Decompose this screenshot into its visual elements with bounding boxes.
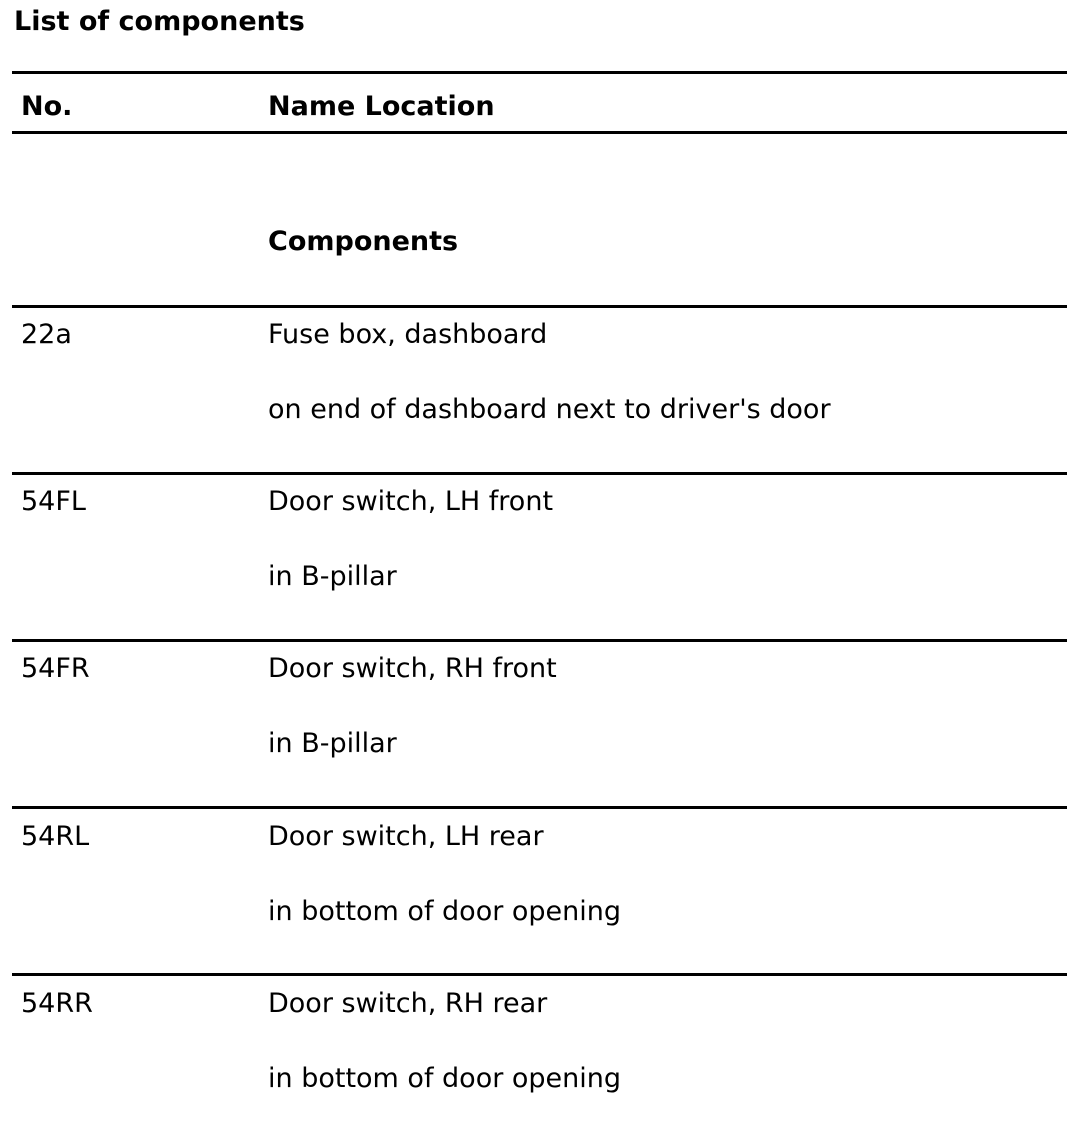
table-top-rule: [12, 71, 1067, 74]
page-title: List of components: [14, 6, 305, 37]
column-header-name-location: Name Location: [268, 91, 495, 122]
row-number: 54FL: [21, 486, 86, 517]
row-number: 54FR: [21, 653, 90, 684]
column-header-no: No.: [21, 91, 73, 122]
component-location: in bottom of door opening: [268, 1063, 622, 1094]
row-number: 22a: [21, 319, 72, 350]
component-name: Door switch, RH rear: [268, 988, 548, 1019]
row-number: 54RR: [21, 988, 93, 1019]
component-location: on end of dashboard next to driver's door: [268, 394, 831, 425]
component-name: Fuse box, dashboard: [268, 319, 548, 350]
row-divider: [12, 973, 1067, 976]
component-location: in bottom of door opening: [268, 896, 622, 927]
component-name: Door switch, RH front: [268, 653, 557, 684]
row-divider: [12, 806, 1067, 809]
row-number: 54RL: [21, 821, 90, 852]
row-divider: [12, 472, 1067, 475]
section-heading: Components: [268, 226, 459, 257]
row-divider: [12, 639, 1067, 642]
component-name: Door switch, LH rear: [268, 821, 544, 852]
component-name: Door switch, LH front: [268, 486, 554, 517]
row-divider: [12, 305, 1067, 308]
component-location: in B-pillar: [268, 728, 397, 759]
component-location: in B-pillar: [268, 561, 397, 592]
table-header-rule: [12, 131, 1067, 134]
